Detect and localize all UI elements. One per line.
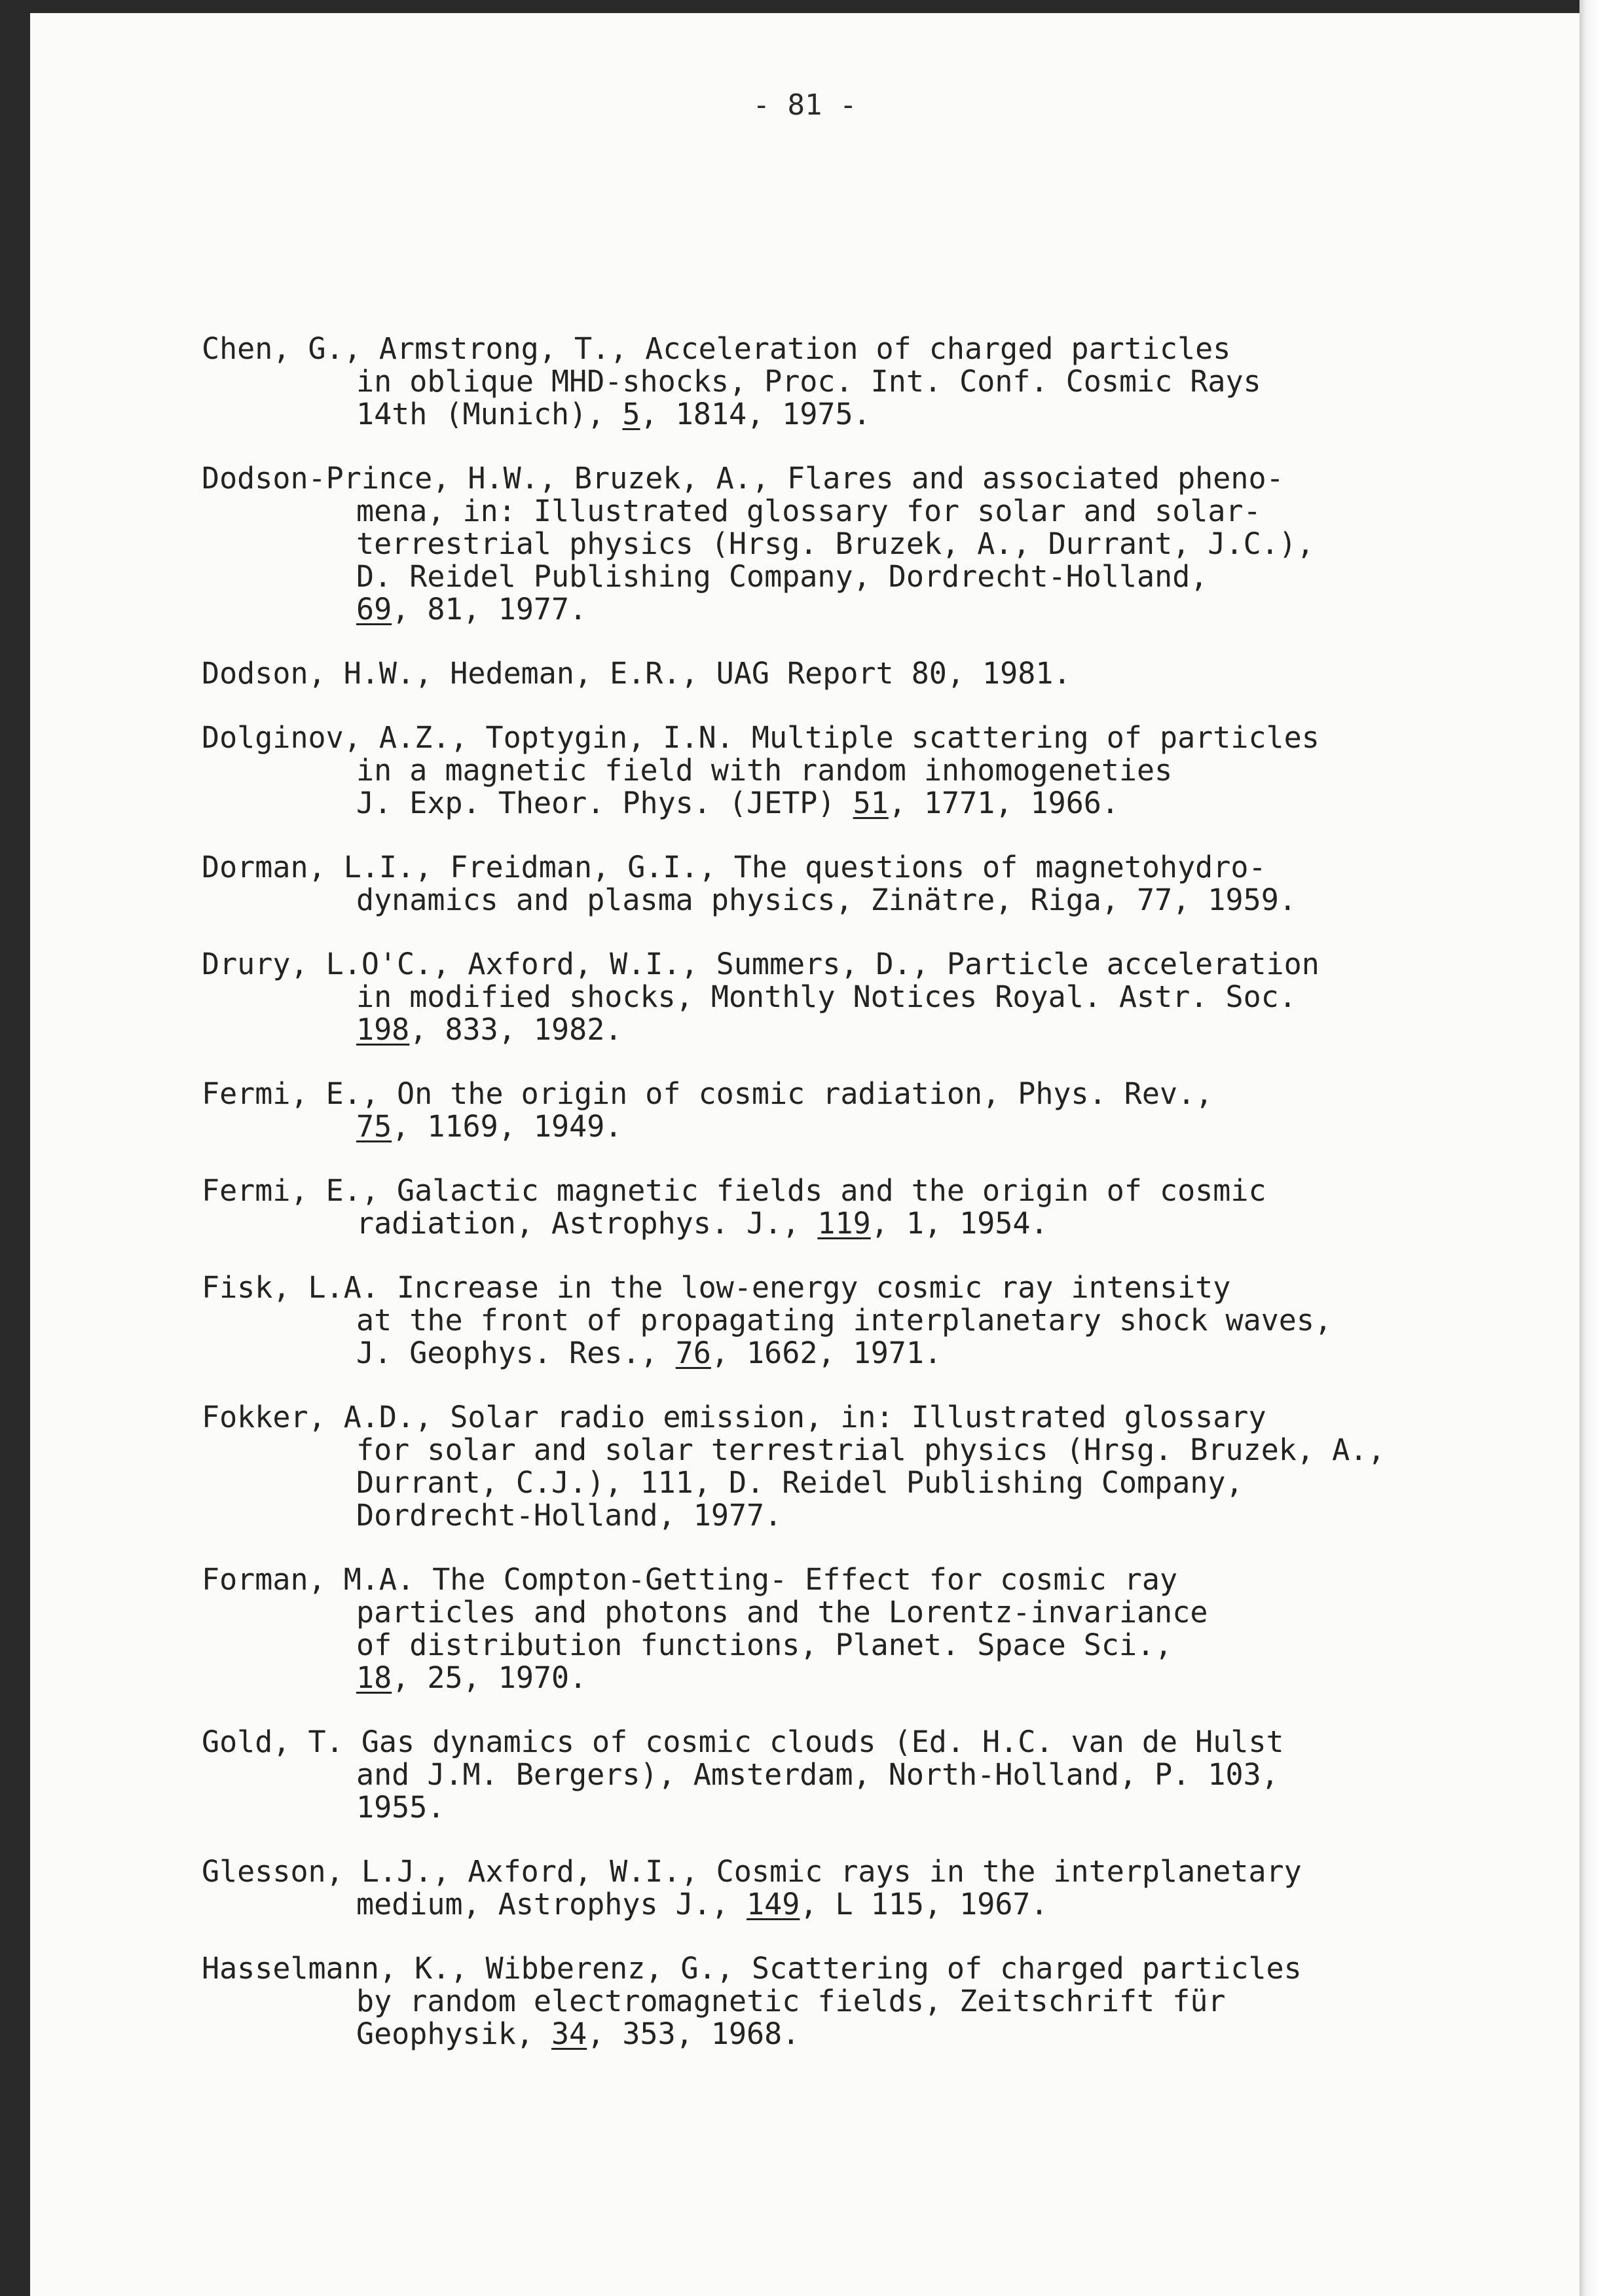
- entry-gap: [202, 1824, 1577, 1855]
- reference-text: by random electromagnetic fields, Zeitschrift für: [356, 1984, 1226, 2018]
- reference-line: [202, 495, 1577, 528]
- reference-line: [202, 1337, 1577, 1370]
- volume-number: 119: [817, 1206, 871, 1241]
- volume-number: 5: [622, 397, 640, 431]
- reference-text: Hasselmann, K., Wibberenz, G., Scattering of charged particles: [202, 1951, 1302, 1986]
- reference-line: [202, 560, 1577, 593]
- reference-text: Dordrecht-Holland, 1977.: [356, 1498, 783, 1533]
- reference-entry: [202, 333, 1577, 431]
- entry-gap: [202, 917, 1577, 948]
- volume-number: 75: [356, 1109, 392, 1144]
- reference-text: terrestrial physics (Hrsg. Bruzek, A., Durrant, J.C.),: [356, 526, 1314, 561]
- page-sheet: [30, 13, 1579, 2296]
- reference-line: [202, 721, 1577, 754]
- reference-line: [202, 1662, 1577, 1694]
- reference-text: Forman, M.A. The Compton-Getting- Effect for cosmic ray: [202, 1562, 1178, 1597]
- page-number: - 81 -: [752, 88, 857, 122]
- reference-entry: [202, 1401, 1577, 1532]
- reference-text: Fokker, A.D., Solar radio emission, in: Illustrated glossary: [202, 1400, 1266, 1434]
- reference-text: , 1771, 1966.: [888, 786, 1119, 820]
- reference-entry: [202, 721, 1577, 820]
- reference-line: [202, 884, 1577, 917]
- reference-line: [202, 1499, 1577, 1532]
- reference-text: Fermi, E., On the origin of cosmic radiation, Phys. Rev.,: [202, 1076, 1213, 1111]
- reference-text: Drury, L.O'C., Axford, W.I., Summers, D., Particle acceleration: [202, 947, 1320, 981]
- reference-entry: [202, 1563, 1577, 1694]
- reference-line: [202, 754, 1577, 787]
- reference-line: [202, 1563, 1577, 1596]
- reference-line: [202, 333, 1577, 365]
- reference-line: [202, 1401, 1577, 1434]
- reference-text: , 1662, 1971.: [710, 1336, 942, 1370]
- reference-text: Dodson-Prince, H.W., Bruzek, A., Flares and associated pheno-: [202, 461, 1284, 496]
- reference-line: [202, 2018, 1577, 2050]
- reference-line: [202, 1888, 1577, 1921]
- reference-text: Dorman, L.I., Freidman, G.I., The questions of magnetohydro-: [202, 850, 1266, 884]
- reference-line: [202, 1726, 1577, 1758]
- reference-text: in a magnetic field with random inhomogeneties: [356, 753, 1173, 788]
- reference-text: and J.M. Bergers), Amsterdam, North-Holland, P. 103,: [356, 1757, 1279, 1792]
- reference-text: , L 115, 1967.: [800, 1887, 1048, 1922]
- reference-text: Geophysik,: [356, 2016, 552, 2051]
- reference-text: , 1169, 1949.: [392, 1109, 623, 1144]
- reference-text: particles and photons and the Lorentz-invariance: [356, 1595, 1208, 1630]
- reference-entry: [202, 1952, 1577, 2050]
- reference-line: [202, 1110, 1577, 1143]
- reference-line: [202, 1791, 1577, 1824]
- reference-text: of distribution functions, Planet. Space Sci.,: [356, 1628, 1173, 1662]
- reference-line: [202, 528, 1577, 560]
- reference-text: , 81, 1977.: [392, 592, 587, 627]
- volume-number: 34: [551, 2016, 587, 2051]
- reference-text: , 1, 1954.: [870, 1206, 1048, 1241]
- entry-gap: [202, 1143, 1577, 1175]
- reference-line: [202, 1207, 1577, 1240]
- reference-text: Dodson, H.W., Hedeman, E.R., UAG Report 80, 1981.: [202, 656, 1071, 691]
- reference-entry: [202, 1726, 1577, 1824]
- reference-line: [202, 1855, 1577, 1888]
- reference-text: mena, in: Illustrated glossary for solar and solar-: [356, 494, 1261, 528]
- reference-line: [202, 398, 1577, 431]
- reference-text: Durrant, C.J.), 111, D. Reidel Publishing Company,: [356, 1465, 1244, 1500]
- volume-number: 51: [853, 786, 889, 820]
- entry-gap: [202, 1532, 1577, 1563]
- reference-text: , 833, 1982.: [409, 1012, 623, 1047]
- reference-line: [202, 1758, 1577, 1791]
- entry-gap: [202, 1370, 1577, 1401]
- reference-text: D. Reidel Publishing Company, Dordrecht-Holland,: [356, 559, 1208, 594]
- reference-line: [202, 1467, 1577, 1499]
- reference-entry: [202, 1078, 1577, 1143]
- reference-entry: [202, 1175, 1577, 1240]
- entry-gap: [202, 820, 1577, 851]
- reference-text: Glesson, L.J., Axford, W.I., Cosmic rays in the interplanetary: [202, 1854, 1302, 1889]
- reference-text: , 353, 1968.: [587, 2016, 800, 2051]
- reference-text: Fermi, E., Galactic magnetic fields and the origin of cosmic: [202, 1173, 1266, 1208]
- reference-text: , 1814, 1975.: [640, 397, 871, 431]
- reference-line: [202, 1596, 1577, 1629]
- reference-line: [202, 1629, 1577, 1662]
- reference-entry: [202, 657, 1577, 690]
- reference-line: [202, 1013, 1577, 1046]
- reference-line: [202, 657, 1577, 690]
- volume-number: 149: [747, 1887, 800, 1922]
- reference-text: medium, Astrophys J.,: [356, 1887, 747, 1922]
- reference-line: [202, 981, 1577, 1013]
- reference-text: dynamics and plasma physics, Zinätre, Riga, 77, 1959.: [356, 883, 1297, 917]
- reference-text: at the front of propagating interplanetary shock waves,: [356, 1303, 1333, 1338]
- volume-number: 76: [675, 1336, 711, 1370]
- reference-line: [202, 787, 1577, 820]
- reference-line: [202, 1078, 1577, 1110]
- reference-text: in modified shocks, Monthly Notices Royal. Astr. Soc.: [356, 979, 1297, 1014]
- reference-text: , 25, 1970.: [392, 1660, 587, 1695]
- entry-gap: [202, 1921, 1577, 1952]
- reference-line: [202, 851, 1577, 884]
- reference-text: J. Exp. Theor. Phys. (JETP): [356, 786, 853, 820]
- reference-line: [202, 1271, 1577, 1304]
- volume-number: 198: [356, 1012, 410, 1047]
- reference-text: in oblique MHD-shocks, Proc. Int. Conf. Cosmic Rays: [356, 364, 1261, 399]
- reference-line: [202, 1952, 1577, 1985]
- reference-line: [202, 1175, 1577, 1207]
- reference-text: 1955.: [356, 1790, 445, 1825]
- reference-text: J. Geophys. Res.,: [356, 1336, 676, 1370]
- entry-gap: [202, 431, 1577, 462]
- reference-entry: [202, 948, 1577, 1046]
- entry-gap: [202, 690, 1577, 721]
- reference-text: radiation, Astrophys. J.,: [356, 1206, 818, 1241]
- reference-entry: [202, 462, 1577, 626]
- reference-text: for solar and solar terrestrial physics (Hrsg. Bruzek, A.,: [356, 1432, 1386, 1467]
- entry-gap: [202, 1694, 1577, 1726]
- reference-line: [202, 1434, 1577, 1467]
- volume-number: 69: [356, 592, 392, 627]
- reference-line: [202, 593, 1577, 626]
- reference-entry: [202, 851, 1577, 917]
- reference-line: [202, 1304, 1577, 1337]
- reference-text: Dolginov, A.Z., Toptygin, I.N. Multiple scattering of particles: [202, 720, 1320, 755]
- volume-number: 18: [356, 1660, 392, 1695]
- reference-text: 14th (Munich),: [356, 397, 623, 431]
- reference-entry: [202, 1271, 1577, 1370]
- page-edge: [1579, 0, 1624, 2296]
- reference-line: [202, 365, 1577, 398]
- reference-line: [202, 462, 1577, 495]
- entry-gap: [202, 1240, 1577, 1271]
- reference-list: [202, 333, 1577, 2050]
- reference-line: [202, 948, 1577, 981]
- entry-gap: [202, 626, 1577, 657]
- reference-text: Fisk, L.A. Increase in the low-energy cosmic ray intensity: [202, 1270, 1231, 1305]
- reference-text: Gold, T. Gas dynamics of cosmic clouds (Ed. H.C. van de Hulst: [202, 1724, 1284, 1759]
- reference-entry: [202, 1855, 1577, 1921]
- reference-text: Chen, G., Armstrong, T., Acceleration of charged particles: [202, 331, 1231, 366]
- entry-gap: [202, 1046, 1577, 1078]
- reference-line: [202, 1985, 1577, 2018]
